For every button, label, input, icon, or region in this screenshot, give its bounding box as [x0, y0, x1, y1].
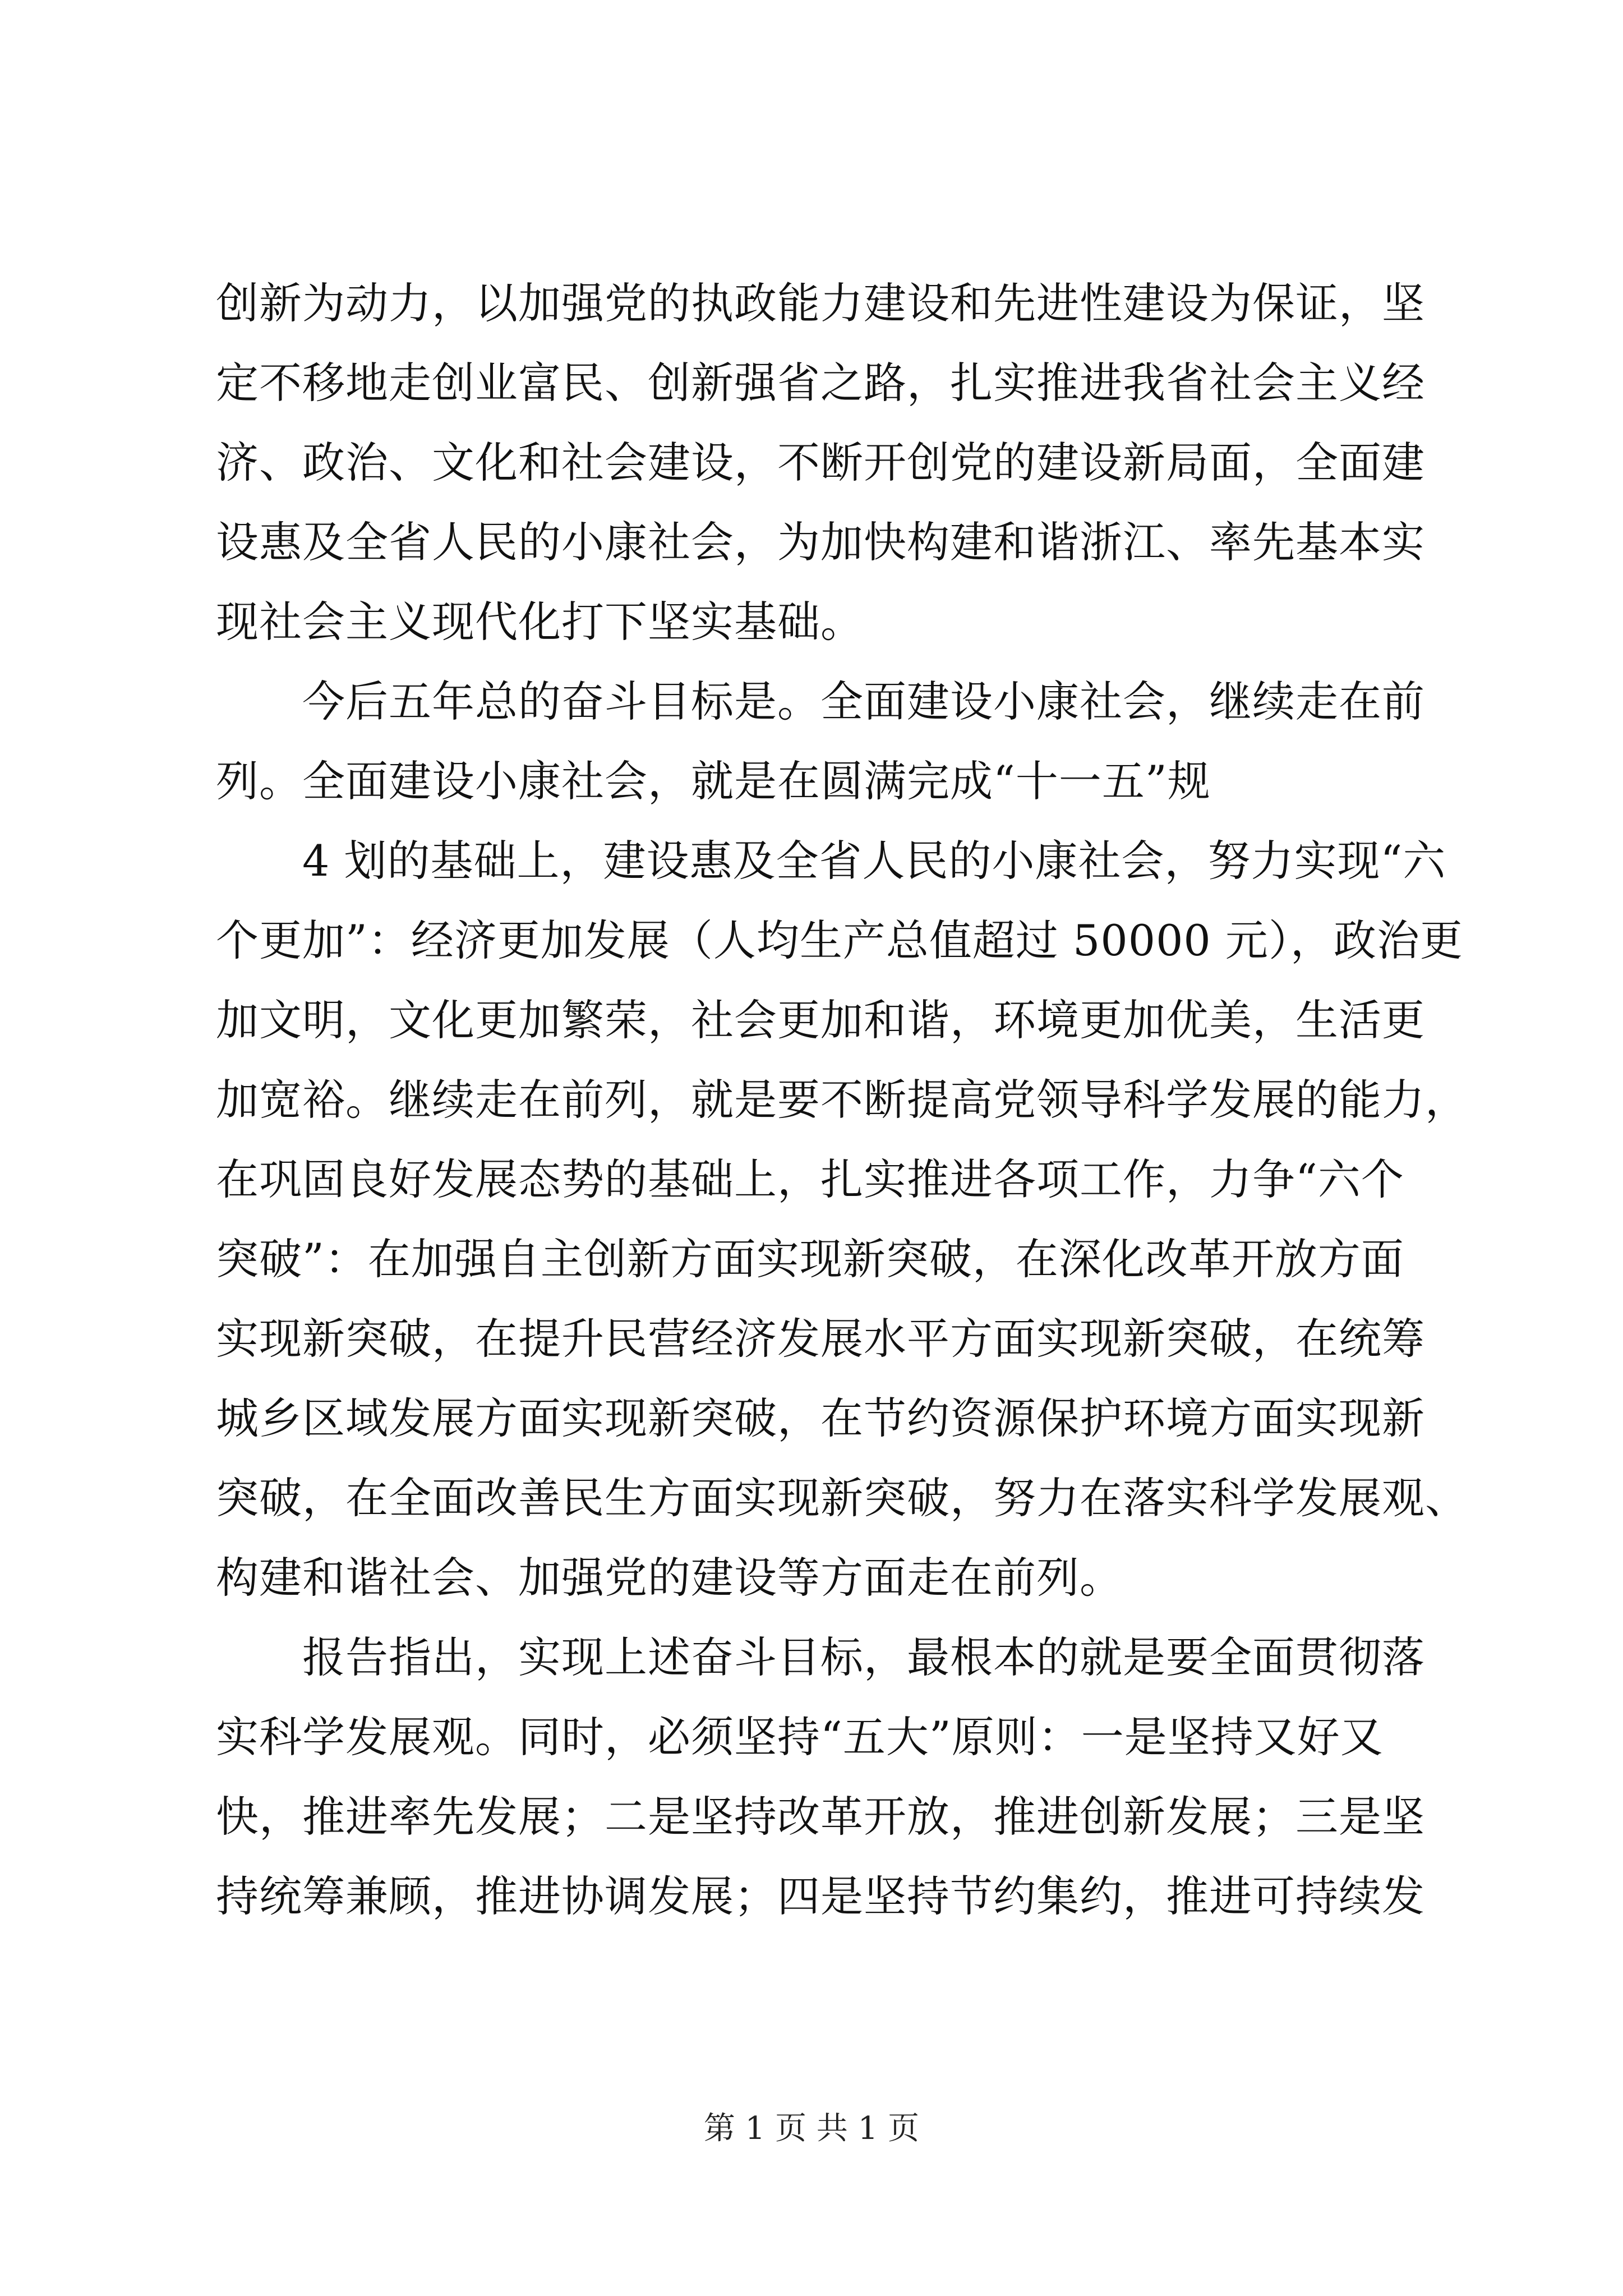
- text-line: 持统筹兼顾，推进协调发展；四是坚持节约集约，推进可持续发: [216, 1871, 1425, 1921]
- text-line: 济、政治、文化和社会建设，不断开创党的建设新局面，全面建: [216, 438, 1425, 487]
- text-line: 突破，在全面改善民生方面实现新突破，努力在落实科学发展观、: [216, 1473, 1468, 1523]
- text-line: 城乡区域发展方面实现新突破，在节约资源保护环境方面实现新: [216, 1393, 1425, 1443]
- text-line: 现社会主义现代化打下坚实基础。: [216, 597, 864, 647]
- text-line: 报告指出，实现上述奋斗目标，最根本的就是要全面贯彻落: [216, 1632, 1425, 1682]
- text-line: 在巩固良好发展态势的基础上，扎实推进各项工作，力争“六个: [216, 1154, 1404, 1204]
- text-line: 实现新突破，在提升民营经济发展水平方面实现新突破，在统筹: [216, 1314, 1425, 1364]
- text-line: 突破”：在加强自主创新方面实现新突破，在深化改革开放方面: [216, 1234, 1404, 1284]
- text-line: 列。全面建设小康社会，就是在圆满完成“十一五”规: [216, 756, 1211, 806]
- page-footer: 第 1 页 共 1 页: [703, 2110, 920, 2147]
- text-line: 快，推进率先发展；二是坚持改革开放，推进创新发展；三是坚: [216, 1792, 1425, 1842]
- text-line: 4 划的基础上，建设惠及全省人民的小康社会，努力实现“六: [216, 836, 1446, 886]
- text-line: 个更加”：经济更加发展（人均生产总值超过 50000 元），政治更: [216, 915, 1463, 965]
- document-body: [216, 264, 1468, 1936]
- text-line: 定不移地走创业富民、创新强省之路，扎实推进我省社会主义经: [216, 358, 1425, 408]
- text-line: 构建和谐社会、加强党的建设等方面走在前列。: [216, 1553, 1123, 1603]
- text-line: 加宽裕。继续走在前列，就是要不断提高党领导科学发展的能力，: [216, 1075, 1468, 1125]
- text-line: 创新为动力，以加强党的执政能力建设和先进性建设为保证，坚: [216, 278, 1425, 328]
- text-line: 加文明，文化更加繁荣，社会更加和谐，环境更加优美，生活更: [216, 995, 1425, 1045]
- text-line: 设惠及全省人民的小康社会，为加快构建和谐浙江、率先基本实: [216, 517, 1425, 567]
- text-line: 今后五年总的奋斗目标是。全面建设小康社会，继续走在前: [216, 677, 1425, 726]
- text-line: 实科学发展观。同时，必须坚持“五大”原则：一是坚持又好又: [216, 1712, 1384, 1762]
